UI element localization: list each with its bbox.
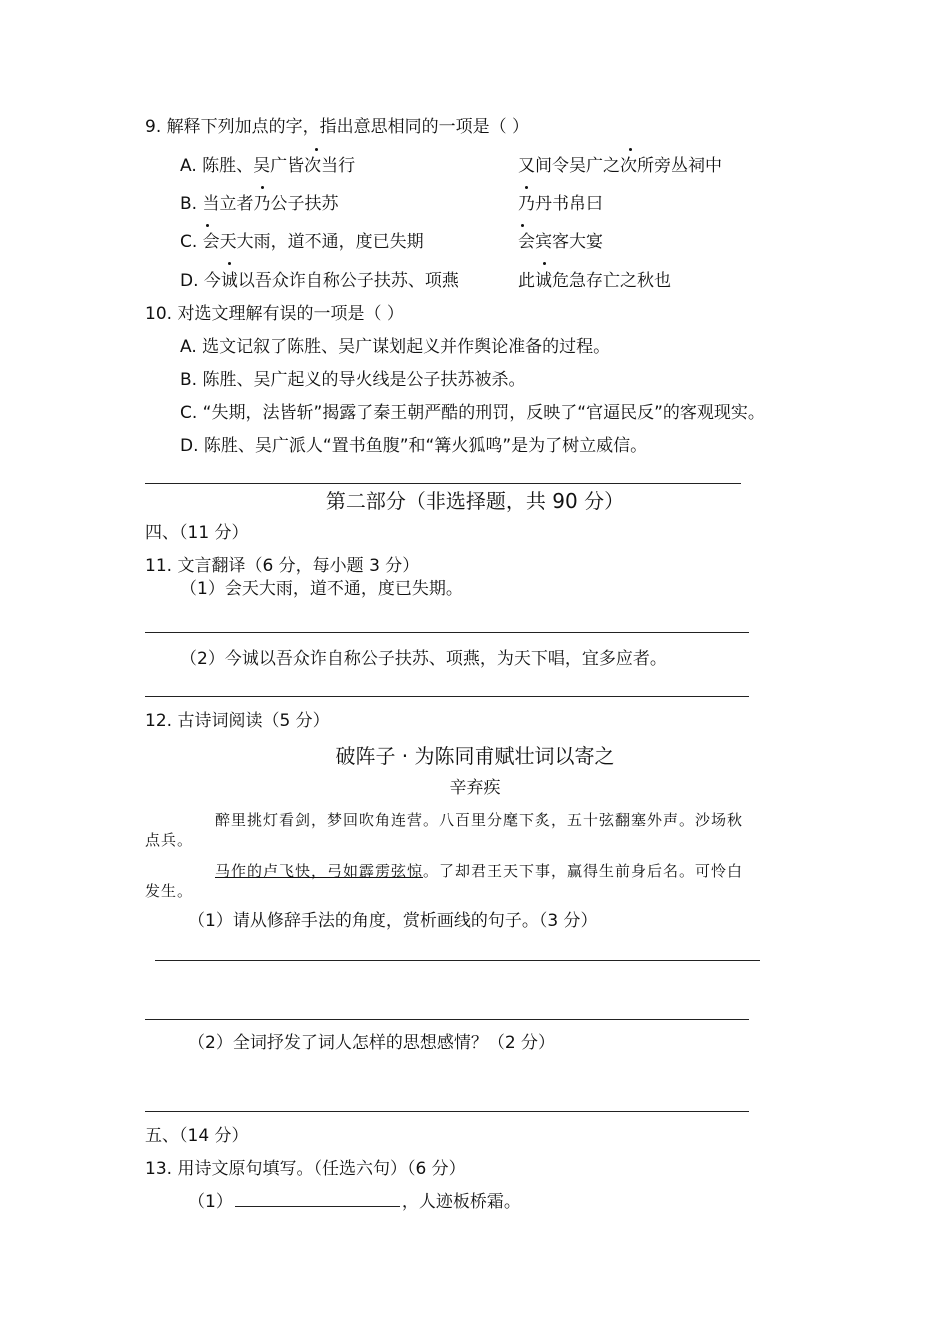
q10-stem: 10. 对选文理解有误的一项是（ ） <box>145 304 404 324</box>
q12-sub2: （2）全词抒发了词人怎样的思想感情？（2 分） <box>188 1033 556 1053</box>
q11-sub1: （1）会天大雨，道不通，度已失期。 <box>180 579 463 599</box>
q9-option-b-right: 乃丹书帛曰 <box>518 194 603 214</box>
fill-in-blank[interactable] <box>235 1192 400 1207</box>
emphasis-dot <box>228 262 231 265</box>
answer-line[interactable] <box>145 696 749 697</box>
q12-sub1: （1）请从修辞手法的角度，赏析画线的句子。（3 分） <box>188 911 598 931</box>
section-five-heading: 五、（14 分） <box>145 1126 249 1146</box>
emphasis-dot <box>315 148 318 151</box>
section-divider <box>145 483 741 484</box>
poem-line-2a <box>215 860 743 882</box>
answer-line[interactable] <box>145 1111 749 1112</box>
poem-line-2a-rest: 。了却君王天下事，赢得生前身后名。可怜白 <box>423 862 744 880</box>
q11-sub2: （2）今诚以吾众诈自称公子扶苏、项燕，为天下唱，宜多应者。 <box>180 649 667 669</box>
q9-option-d-left: D. 今诚以吾众诈自称公子扶苏、项燕 <box>180 271 459 291</box>
q13-stem: 13. 用诗文原句填写。（任选六句）（6 分） <box>145 1159 466 1179</box>
emphasis-dot <box>261 186 264 189</box>
answer-line[interactable] <box>145 632 749 633</box>
q10-option-c: C. “失期，法皆斩”揭露了秦王朝严酷的刑罚，反映了“官逼民反”的客观现实。 <box>180 403 765 423</box>
q10-option-b: B. 陈胜、吴广起义的导火线是公子扶苏被杀。 <box>180 370 526 390</box>
emphasis-dot <box>629 148 632 151</box>
answer-line[interactable] <box>145 1019 749 1020</box>
q10-option-a: A. 选文记叙了陈胜、吴广谋划起义并作舆论准备的过程。 <box>180 337 611 357</box>
emphasis-dot <box>543 262 546 265</box>
q11-stem: 11. 文言翻译（6 分，每小题 3 分） <box>145 556 420 576</box>
q10-option-d: D. 陈胜、吴广派人“置书鱼腹”和“篝火狐鸣”是为了树立威信。 <box>180 436 648 456</box>
emphasis-dot <box>525 186 528 189</box>
underlined-sentence: 马作的卢飞快，弓如霹雳弦惊 <box>215 862 424 880</box>
q9-option-d-right: 此诚危急存亡之秋也 <box>518 271 671 291</box>
poem-line-1b: 点兵。 <box>145 831 194 849</box>
q12-stem: 12. 古诗词阅读（5 分） <box>145 711 330 731</box>
emphasis-dot <box>521 224 524 227</box>
q13-sub1-suffix: ，人迹板桥霜。 <box>401 1192 521 1212</box>
q9-option-b-left: B. 当立者乃公子扶苏 <box>180 194 339 214</box>
section-four-heading: 四、（11 分） <box>145 523 249 543</box>
poem-line-1a: 醉里挑灯看剑，梦回吹角连营。八百里分麾下炙，五十弦翻塞外声。沙场秋 <box>215 811 744 829</box>
emphasis-dot <box>206 224 209 227</box>
answer-line[interactable] <box>155 960 760 961</box>
poem-author: 辛弃疾 <box>449 778 501 798</box>
q13-sub1 <box>188 1191 521 1213</box>
poem-line-2b: 发生。 <box>145 882 194 900</box>
q13-sub1-prefix: （1） <box>188 1192 233 1212</box>
q9-option-a-right: 又间令吴广之次所旁丛祠中 <box>518 156 722 176</box>
q9-option-c-right: 会宾客大宴 <box>518 232 603 252</box>
part-two-title: 第二部分（非选择题，共 90 分） <box>325 489 625 513</box>
poem-title: 破阵子 · 为陈同甫赋壮词以寄之 <box>335 744 615 768</box>
q9-option-a-left: A. 陈胜、吴广皆次当行 <box>180 156 356 176</box>
q9-stem: 9. 解释下列加点的字，指出意思相同的一项是（ ） <box>145 117 530 137</box>
q9-option-c-left: C. 会天大雨，道不通，度已失期 <box>180 232 424 252</box>
